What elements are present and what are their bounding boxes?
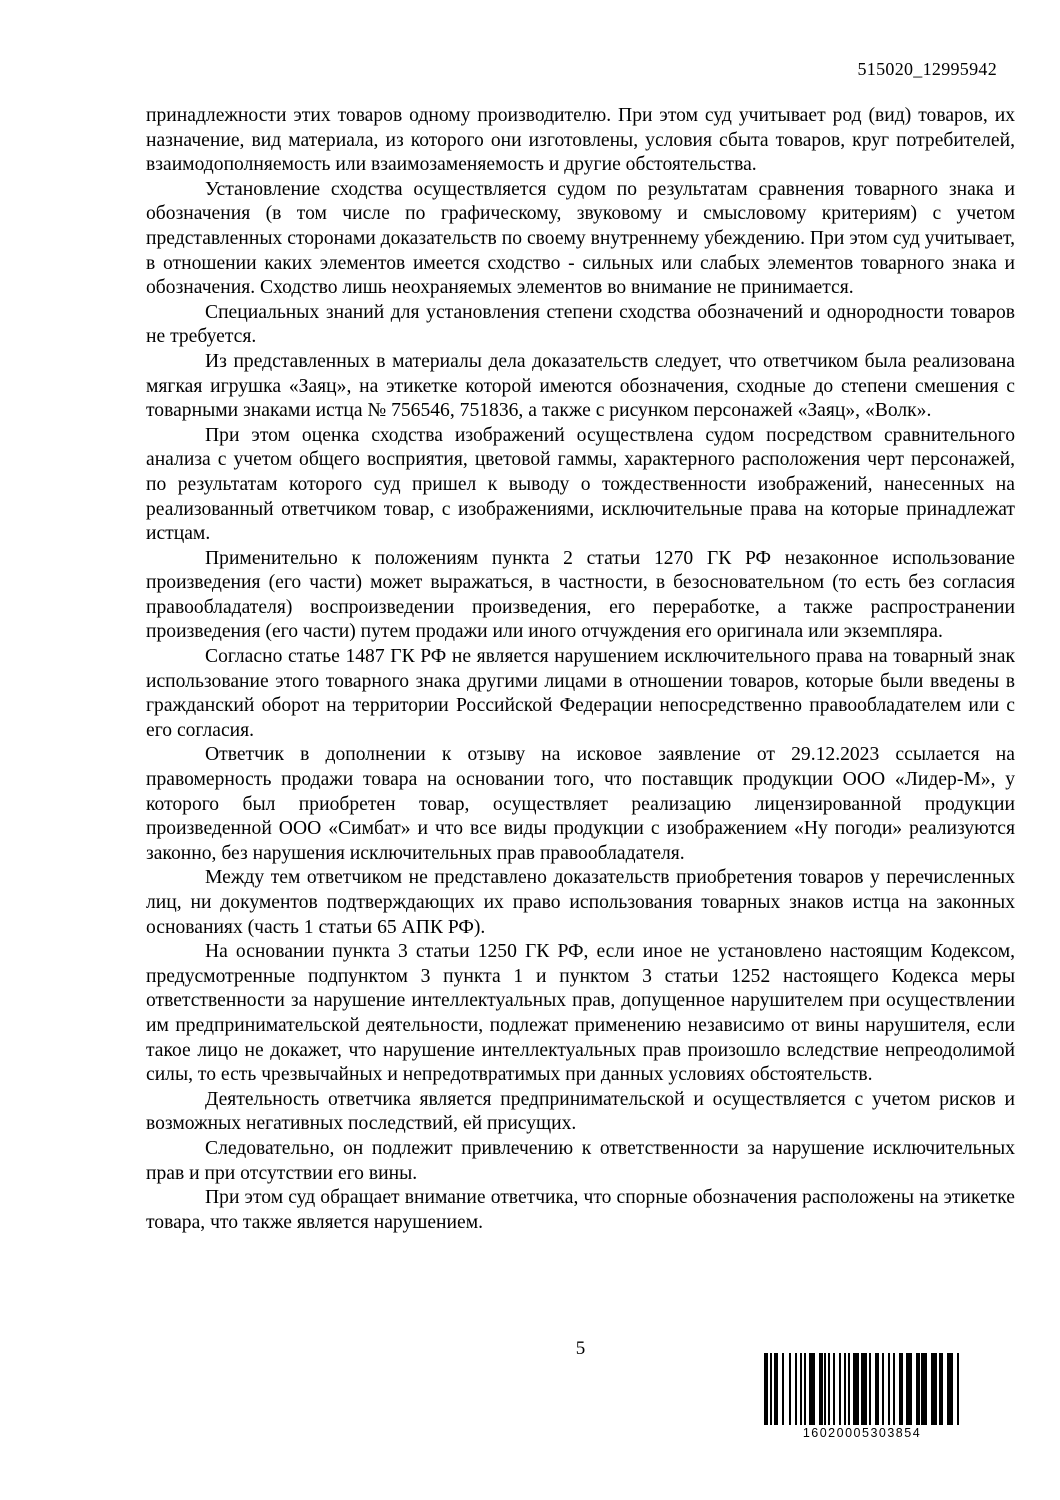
paragraph-5: При этом оценка сходства изображений осуществлена судом посредством сравнительного анализа с учетом общего восприятия, цветовой гаммы, характерного расположения черт персонажей, по результатам которого суд пришел к выводу о тождественности изображений, нанесенных на реализованный ответчиком товар, с изображениями, исключительные права на которые принадлежат истцам.: [146, 424, 1015, 545]
paragraph-2: Установление сходства осуществляется судом по результатам сравнения товарного знака и обозначения (в том числе по графическому, звуковому и смысловому критериям) с учетом представленных сторонами доказательств по своему внутреннему убеждению. При этом суд учитывает, в отношении каких элементов имеется сходство - сильных или слабых элементов товарного знака и обозначения. Сходство лишь неохраняемых элементов во внимание не принимается.: [146, 178, 1015, 299]
paragraph-12: Следовательно, он подлежит привлечению к ответственности за нарушение исключительных прав и при отсутствии его вины.: [146, 1137, 1015, 1184]
barcode-number: 16020005303854: [802, 1426, 922, 1440]
paragraph-1: принадлежности этих товаров одному производителю. При этом суд учитывает род (вид) товаров, их назначение, вид материала, из которого они изготовлены, условия сбыта товаров, круг потребителей, взаимодополняемость или взаимозаменяемость и другие обстоятельства.: [146, 105, 1015, 176]
paragraph-13: При этом суд обращает внимание ответчика, что спорные обозначения расположены на этикетке товара, что также является нарушением.: [146, 1187, 1015, 1233]
barcode: [764, 1353, 960, 1425]
paragraph-3: Специальных знаний для установления степени сходства обозначений и однородности товаров не требуется.: [146, 301, 1015, 348]
document-reference-number: 515020_12995942: [857, 59, 997, 79]
paragraph-8: Ответчик в дополнении к отзыву на исковое заявление от 29.12.2023 ссылается на правомерность продажи товара на основании того, что поставщик продукции ООО «Лидер-М», у которого был приобретен товар, осуществляет реализацию лицензированной продукции произведенной ООО «Симбат» и что все виды продукции с изображением «Ну погоди» реализуются законно, без нарушения исключительных прав правообладателя.: [146, 744, 1015, 864]
paragraph-10: На основании пункта 3 статьи 1250 ГК РФ, если иное не установлено настоящим Кодексом, предусмотренные подпунктом 3 пункта 1 и пунктом 3 статьи 1252 настоящего Кодекса меры ответственности за нарушение интеллектуальных прав, допущенное нарушителем при осуществлении им предпринимательской деятельности, подлежат применению независимо от вины нарушителя, если такое лицо не докажет, что нарушение интеллектуальных прав произошло вследствие непреодолимой силы, то есть чрезвычайных и непредотвратимых при данных условиях обстоятельств.: [146, 941, 1015, 1086]
paragraph-9: Между тем ответчиком не представлено доказательств приобретения товаров у перечисленных лиц, ни документов подтверждающих их право использования товарных знаков истца на законных основаниях (часть 1 статьи 65 АПК РФ).: [146, 867, 1015, 938]
page-number: 5: [575, 1338, 586, 1359]
barcode-block: [764, 1353, 960, 1440]
document-body: [146, 104, 1015, 1235]
paragraph-11: Деятельность ответчика является предпринимательской и осуществляется с учетом рисков и возможных негативных последствий, ей присущих.: [146, 1088, 1015, 1135]
paragraph-6: Применительно к положениям пункта 2 статьи 1270 ГК РФ незаконное использование произведения (его части) может выражаться, в частности, в безосновательном (то есть без согласия правообладателя) воспроизведении произведения, его переработке, а также распространении произведения (его части) путем продажи или иного отчуждения его оригинала или экземпляра.: [146, 547, 1015, 643]
paragraph-4: Из представленных в материалы дела доказательств следует, что ответчиком была реализована мягкая игрушка «Заяц», на этикетке которой имеются обозначения, сходные до степени смешения с товарными знаками истца № 756546, 751836, а также с рисунком персонажей «Заяц», «Волк».: [146, 350, 1015, 422]
paragraph-7: Согласно статье 1487 ГК РФ не является нарушением исключительного права на товарный знак использование этого товарного знака другими лицами в отношении товаров, которые были введены в гражданский оборот на территории Российской Федерации непосредственно правообладателем или с его согласия.: [146, 646, 1015, 741]
